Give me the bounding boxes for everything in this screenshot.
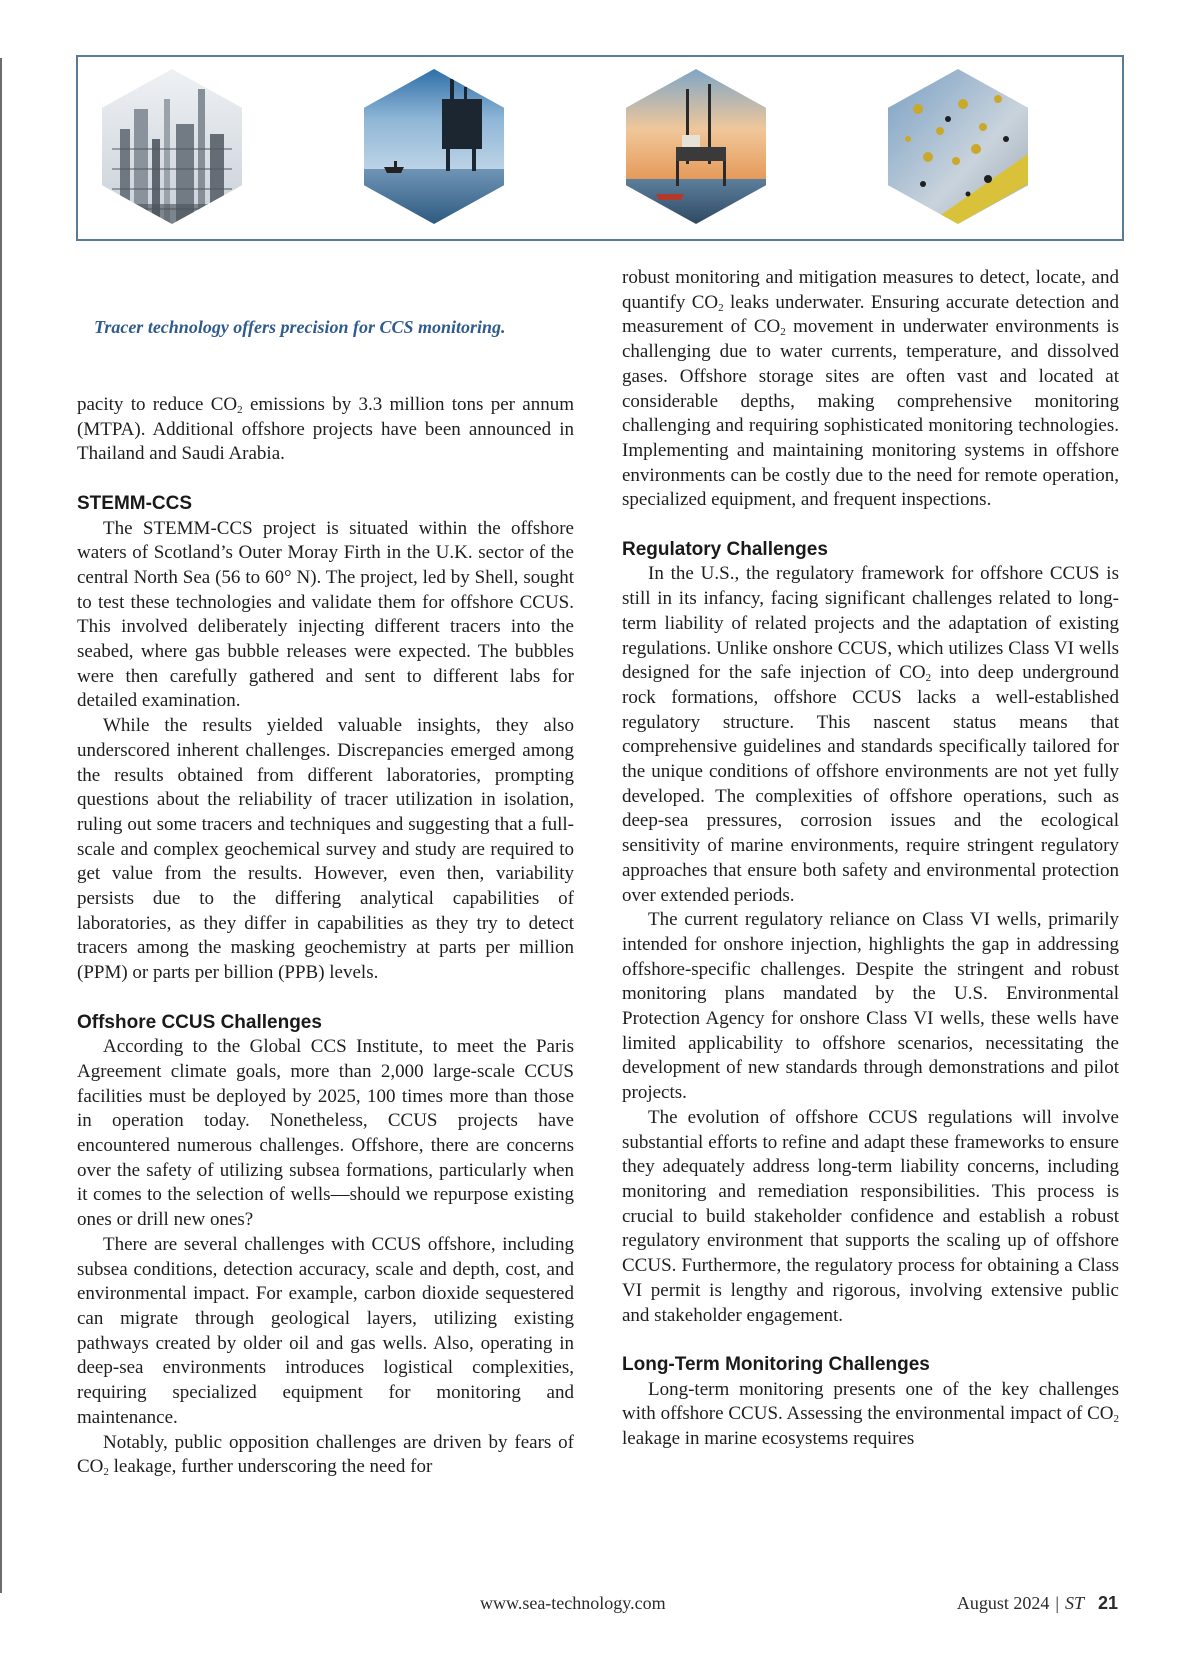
body-paragraph: While the results yielded valuable insights, they also underscored inherent challenges. Discrepancies emerged among the results obtained from different laboratories, prompting questions about the reliability of tracer utilization in isolation, ruling out some tracers and techniques and suggesting that a full-scale and complex geochemical survey and study are required to get value from the results. However, even then, variability persists due to the differing analytical capabilities of laboratories, as they differ in capabilities as they try to detect tracers among the masking geochemistry at parts per million (PPM) or parts per billion (PPB) levels. — [77, 715, 574, 984]
body-paragraph: In the U.S., the regulatory framework for offshore CCUS is still in its infancy, facing significant challenges related to long-term liability of related projects and the adaptation of existing regulations. Unlike onshore CCUS, which utilizes Class VI wells designed for the safe injection of $CO_2$ into deep underground rock formations, offshore CCUS lacks a well-established regulatory structure. This nascent status means that comprehensive guidelines and standards specifically tailored for the unique conditions of offshore environments are not yet fully developed. The complexities of offshore operations, such as deep-sea pressures, corrosion issues and the ecological sensitivity of marine environments, require stringent regulatory approaches that ensure both safety and environmental protection over extended periods. — [622, 563, 1120, 906]
body-paragraph: The current regulatory reliance on Class VI wells, primarily intended for onshore injection, highlights the gap in addressing offshore-specific challenges. Despite the stringent and robust monitoring plans mandated by the U.S. Environmental Protection Agency for onshore Class VI wells, these wells have limited applicability to offshore scenarios, necessitating the development of new standards through demonstrations and pilot projects. — [622, 909, 1119, 1104]
page-number: 21 — [1097, 1593, 1118, 1613]
body-paragraph: Long-term monitoring presents one of the key challenges with offshore CCUS. Assessing the environmental impact of $CO_2$ leakage in marine ecosystems requires — [622, 1378, 1119, 1450]
body-paragraph: Notably, public opposition challenges are driven by fears of $CO_2$ leakage, further underscoring the need for — [77, 1431, 574, 1479]
page-edge-rule — [0, 58, 2, 1593]
footer-divider: | — [1055, 1593, 1059, 1613]
tracer-bubbles-image — [888, 69, 1028, 224]
body-paragraph: robust monitoring and mitigation measures to detect, locate, and quantify $CO_2$ leaks underwater. Ensuring accurate detection and measurement of $CO_2$ movement in underwater environments is challenging due to water currents, temperature, and dissolved gases. Offshore storage sites are often vast and located at considerable depths, making comprehensive monitoring challenging and requiring sophisticated monitoring technologies. Implementing and maintaining monitoring systems in offshore environments can be costly due to the need for remote operation, specialized equipment, and frequent inspections. — [622, 267, 1119, 511]
body-paragraph: The STEMM-CCS project is situated within the offshore waters of Scotland’s Outer Moray Firth in the U.K. sector of the central North Sea (56 to 60° N). The project, led by Shell, sought to test these technologies and validate them for offshore CCUS. This involved deliberately injecting different tracers into the seabed, where gas bubble releases were expected. The bubbles were then carefully gathered and sent to different labs for detailed examination. — [77, 517, 574, 712]
section-heading-offshore-ccus-challenges: Offshore CCUS Challenges — [77, 1011, 322, 1033]
body-paragraph: The evolution of offshore CCUS regulations will involve substantial efforts to refine and adapt these frameworks to ensure they adequately address long-term liability concerns, including monitoring and remediation responsibilities. This process is crucial to build stakeholder confidence and establish a robust regulatory environment that supports the scaling up of offshore CCUS. Furthermore, the regulatory process for obtaining a Class VI permit is lengthy and rigorous, involving extensive public and stakeholder engagement. — [622, 1106, 1119, 1326]
footer-website-link[interactable]: www.sea-technology.com — [480, 1593, 666, 1613]
left-column — [77, 393, 574, 1480]
figure-caption: Tracer technology offers precision for CCS monitoring. — [94, 317, 506, 337]
body-paragraph: According to the Global CCS Institute, to meet the Paris Agreement climate goals, more than 2,000 large-scale CCUS facilities must be deployed by 2025, 100 times more than those in operation today. Nonetheless, CCUS projects have encountered numerous challenges. Offshore, there are concerns over the safety of utilizing subsea formations, particularly when it comes to the selection of wells—should we repurpose existing ones or drill new ones? — [77, 1036, 574, 1231]
body-paragraph: pacity to reduce $CO_2$ emissions by 3.3 million tons per annum (MTPA). Additional offshore projects have been announced in Thailand and Saudi Arabia. — [77, 394, 574, 465]
jackup-rig-sunset-image — [626, 69, 766, 224]
footer-magazine-name: ST — [1064, 1593, 1084, 1613]
section-heading-long-term-monitoring-challenges: Long-Term Monitoring Challenges — [622, 1353, 930, 1375]
section-heading-regulatory-challenges: Regulatory Challenges — [622, 538, 828, 560]
right-column — [622, 266, 1119, 1452]
refinery-image — [102, 69, 242, 224]
body-paragraph: There are several challenges with CCUS offshore, including subsea conditions, detection accuracy, scale and depth, cost, and environmental impact. For example, carbon dioxide sequestered can migrate through geological layers, utilizing existing pathways created by older oil and gas wells. Also, operating in deep-sea environments introduces logistical complexities, requiring specialized equipment for monitoring and maintenance. — [77, 1233, 574, 1428]
offshore-platform-image — [364, 69, 504, 224]
page-footer — [0, 1593, 1200, 1623]
section-heading-stemm-ccs: STEMM-CCS — [77, 492, 193, 514]
image-banner — [76, 55, 1124, 241]
footer-issue — [957, 1593, 1118, 1614]
footer-issue-date: August 2024 — [956, 1593, 1050, 1613]
